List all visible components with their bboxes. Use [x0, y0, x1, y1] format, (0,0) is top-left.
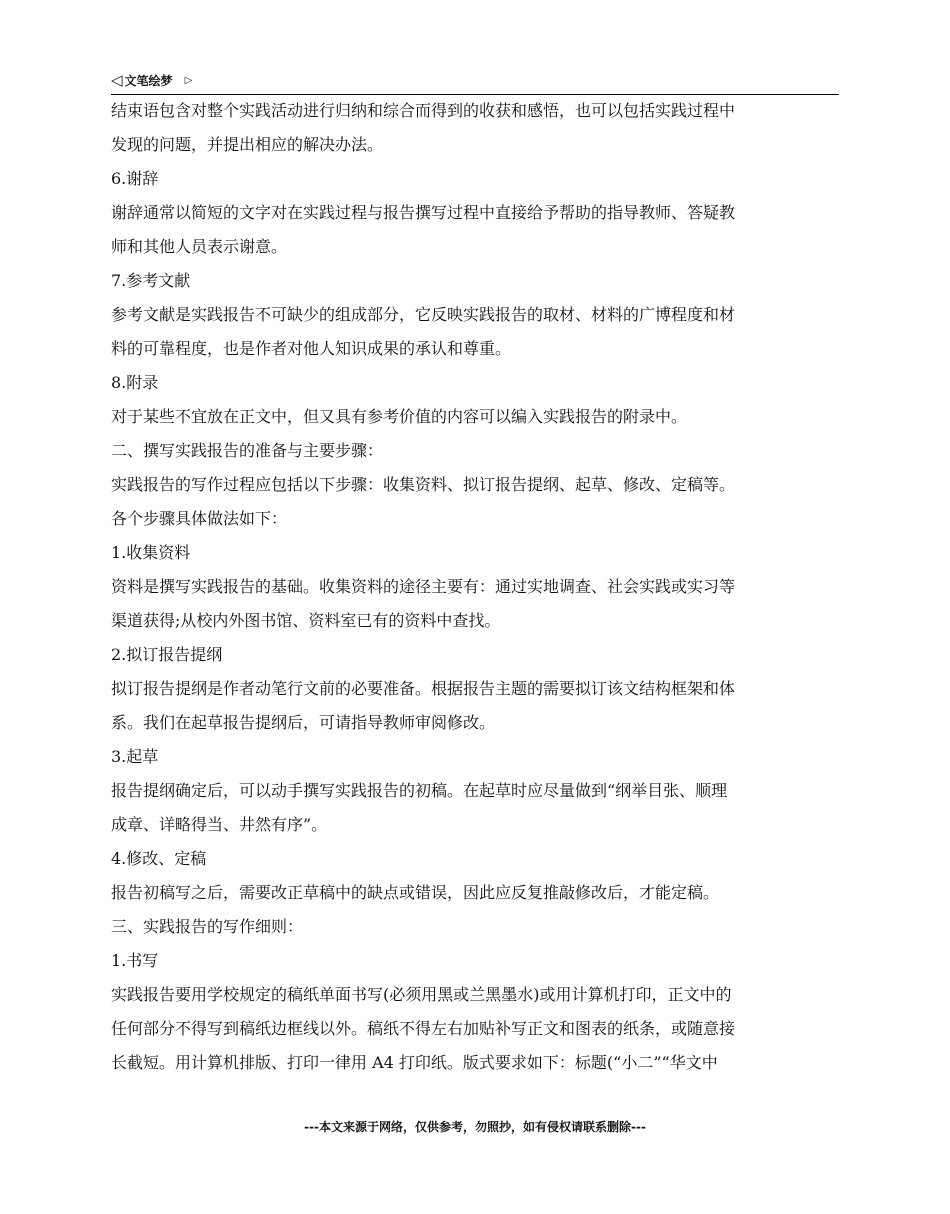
- text-line: 料的可靠程度，也是作者对他人知识成果的承认和尊重。: [111, 339, 512, 358]
- text-line: 系。我们在起草报告提纲后，可请指导教师审阅修改。: [111, 713, 496, 732]
- text-line: 3.起草: [111, 747, 159, 766]
- text-line: 成章、详略得当、井然有序”。: [111, 815, 328, 834]
- text-line: 实践报告的写作过程应包括以下步骤：收集资料、拟订报告提纲、起草、修改、定稿等。: [111, 475, 736, 494]
- text-line: 8.附录: [111, 373, 159, 392]
- text-line: 拟订报告提纲是作者动笔行文前的必要准备。根据报告主题的需要拟订该文结构框架和体: [111, 679, 736, 698]
- text-line: 任何部分不得写到稿纸边框线以外。稿纸不得左右加贴补写正文和图表的纸条，或随意接: [111, 1019, 736, 1038]
- text-line: 7.参考文献: [111, 271, 191, 290]
- text-line: 参考文献是实践报告不可缺少的组成部分，它反映实践报告的取材、材料的广博程度和材: [111, 305, 736, 324]
- triangle-left-outline-icon: ◁: [111, 71, 123, 89]
- text-line: 2.拟订报告提纲: [111, 645, 223, 664]
- text-line: 师和其他人员表示谢意。: [111, 237, 288, 256]
- text-line: 4.修改、定稿: [111, 849, 207, 868]
- text-line: 对于某些不宜放在正文中，但又具有参考价值的内容可以编入实践报告的附录中。: [111, 407, 688, 426]
- text-line: 二、撰写实践报告的准备与主要步骤：: [111, 441, 384, 460]
- text-line: 各个步骤具体做法如下：: [111, 509, 288, 528]
- text-line: 发现的问题，并提出相应的解决办法。: [111, 135, 384, 154]
- header-brand: [111, 72, 192, 89]
- text-line: 渠道获得;从校内外图书馆、资料室已有的资料中查找。: [111, 611, 501, 630]
- triangle-right-outline-icon: ▷: [184, 75, 193, 86]
- text-line: 报告初稿写之后，需要改正草稿中的缺点或错误，因此应反复推敲修改后，才能定稿。: [111, 883, 720, 902]
- text-line: 资料是撰写实践报告的基础。收集资料的途径主要有：通过实地调查、社会实践或实习等: [111, 577, 736, 596]
- page-footer: ---本文来源于网络，仅供参考，勿照抄，如有侵权请联系删除---: [304, 1120, 646, 1134]
- text-line: 1.书写: [111, 951, 159, 970]
- text-line: 6.谢辞: [111, 169, 159, 188]
- text-line: 结束语包含对整个实践活动进行归纳和综合而得到的收获和感悟，也可以包括实践过程中: [111, 101, 736, 120]
- text-line: 报告提纲确定后，可以动手撰写实践报告的初稿。在起草时应尽量做到“纲举目张、顺理: [111, 781, 728, 800]
- text-line: 谢辞通常以简短的文字对在实践过程与报告撰写过程中直接给予帮助的指导教师、答疑教: [111, 203, 736, 222]
- document-body: [111, 94, 841, 1080]
- text-line: 实践报告要用学校规定的稿纸单面书写(必须用黑或兰黑墨水)或用计算机打印，正文中的: [111, 985, 732, 1004]
- text-line: 1.收集资料: [111, 543, 191, 562]
- text-line: 长截短。用计算机排版、打印一律用 A4 打印纸。版式要求如下：标题(“小二”“华文中: [111, 1053, 718, 1072]
- text-line: 三、实践报告的写作细则：: [111, 917, 304, 936]
- page-header: [111, 70, 839, 95]
- brand-name: 文笔绘梦: [124, 74, 173, 88]
